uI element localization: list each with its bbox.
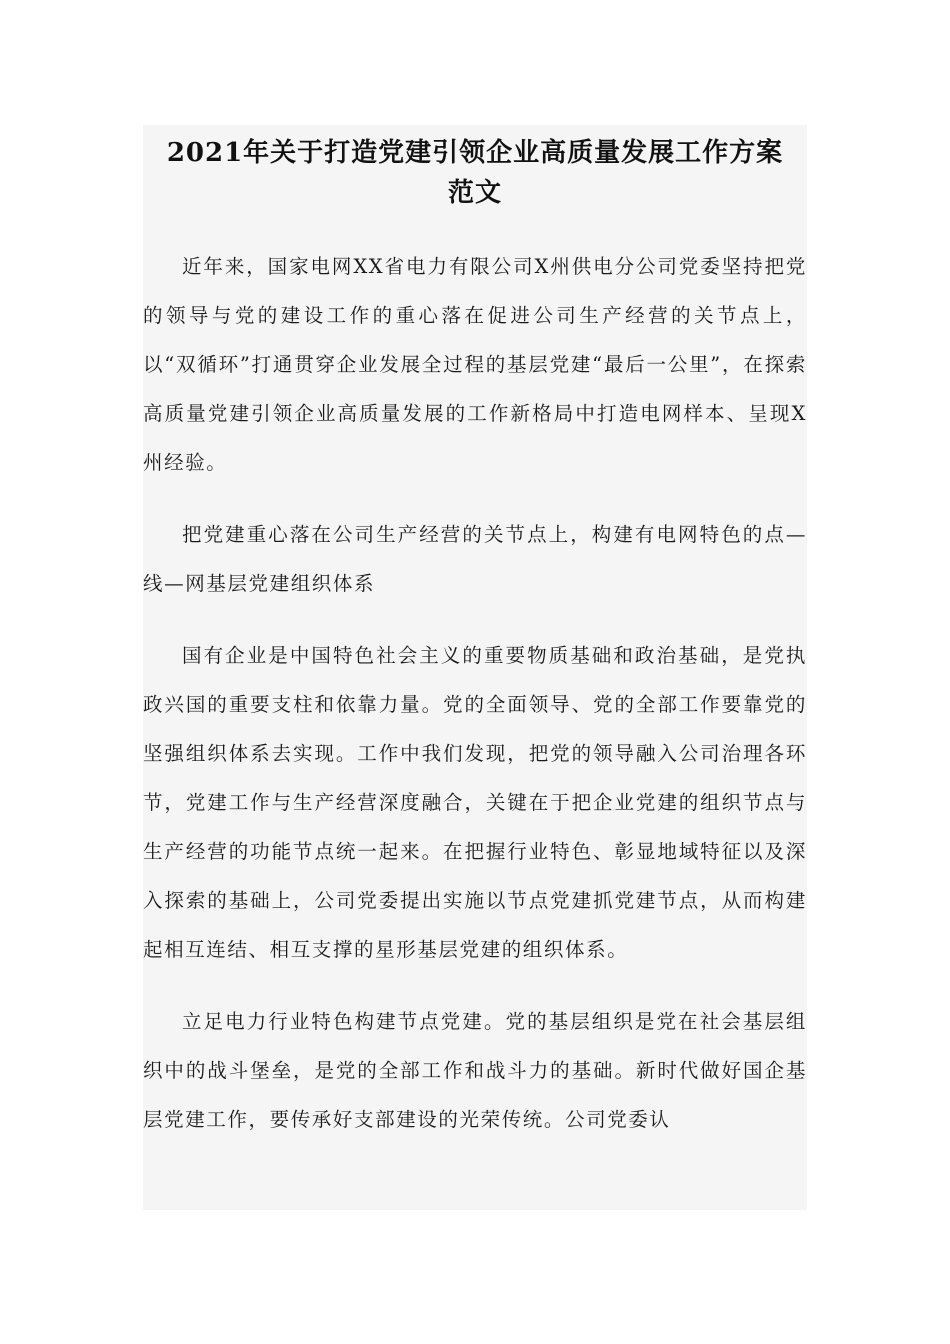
paragraph-2: 把党建重心落在公司生产经营的关节点上，构建有电网特色的点—线—网基层党建组织体系 [143, 523, 807, 595]
document-body [143, 125, 807, 1210]
title-line-2: 范文 [447, 178, 502, 208]
paragraph-1: 近年来，国家电网XX省电力有限公司X州供电分公司党委坚持把党的领导与党的建设工作的重心落在促进公司生产经营的关节点上，以“双循环”打通贯穿企业发展全过程的基层党建“最后一公里”，在探索高质量党建引领企业高质量发展的工作新格局中打造电网样本、呈现X州经验。 [143, 255, 807, 474]
paragraph-3: 国有企业是中国特色社会主义的重要物质基础和政治基础，是党执政兴国的重要支柱和依靠力量。党的全面领导、党的全部工作要靠党的坚强组织体系去实现。工作中我们发现，把党的领导融入公司治理各环节，党建工作与生产经营深度融合，关键在于把企业党建的组织节点与生产经营的功能节点统一起来。在把握行业特色、彰显地域特征以及深入探索的基础上，公司党委提出实施以节点党建抓党建节点，从而构建起相互连结、相互支撑的星形基层党建的组织体系。 [143, 644, 807, 961]
paragraph-4: 立足电力行业特色构建节点党建。党的基层组织是党在社会基层组织中的战斗堡垒，是党的全部工作和战斗力的基础。新时代做好国企基层党建工作，要传承好支部建设的光荣传统。公司党委认 [143, 1010, 807, 1131]
title-line-1: 2021年关于打造党建引领企业高质量发展工作方案 [166, 138, 784, 168]
document-title [143, 125, 807, 213]
